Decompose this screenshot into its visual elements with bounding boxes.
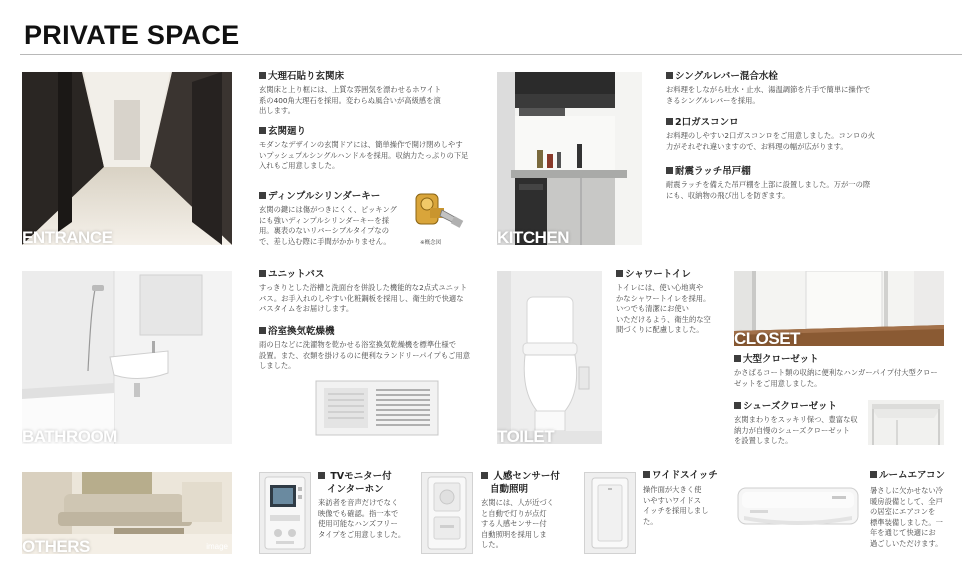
sensor-light-photo	[421, 472, 473, 554]
feature-desc-bath-dryer: 雨の日などに洗濯物を乾かせる浴室換気乾燥機を標準仕様で 設置。また、衣類を掛けるのに便利なランドリーパイプもご用意 しました。	[259, 340, 471, 371]
feature-desc-unit-bath: すっきりとした浴槽と洗面台を併設した機能的な2点式ユニット バス。お手入れのしやすい化粧鋼板を採用し、衛生的で快適な バスタイムをお届けします。	[259, 283, 468, 314]
section-label-bathroom: BATHROOM	[22, 427, 117, 444]
bathroom-illustration	[22, 271, 232, 444]
air-conditioner-icon	[736, 482, 860, 534]
section-label-others: OTHERS	[22, 537, 90, 554]
feature-title-tv-intercom: TVモニター付	[318, 470, 392, 483]
intercom-icon	[260, 473, 310, 553]
feature-title-quake-latch: 耐震ラッチ吊戸棚	[666, 166, 751, 178]
feature-title-aircon: ルームエアコン	[870, 470, 945, 482]
entrance-illustration	[22, 72, 232, 245]
others-photo	[22, 472, 232, 554]
image-tag: image	[206, 542, 228, 551]
feature-title-entrance-frame: 玄関廻り	[259, 126, 306, 138]
feature-desc-gas-stove: お料理のしやすい2口ガスコンロをご用意しました。コンロの火 力がそれぞれ違いますので、お料理の幅が広がります。	[666, 131, 875, 151]
kitchen-illustration	[497, 72, 642, 245]
feature-title-faucet: シングルレバー混合水栓	[666, 71, 778, 83]
feature-desc-dimple-key: 玄関の鍵には傷がつきにくく、ピッキング にも強いディンプルシリンダーキーを採 用。裏表のないリバーシブルタイプなの で、差し込む際に手間がかかりません。	[259, 205, 397, 246]
section-label-kitchen: KITCHEN	[497, 228, 570, 245]
feature-desc-large-closet: かさばるコート類の収納に便利なハンガーパイプ付大型クロー ゼットをご用意しました。	[734, 368, 938, 388]
entrance-photo	[22, 72, 232, 245]
feature-desc-faucet: お料理をしながら吐水・止水、湯温調節を片手で簡単に操作で きるシングルレバーを採用。	[666, 85, 871, 105]
feature-title-bath-dryer: 浴室換気乾燥機	[259, 326, 335, 338]
key-cylinder-icon	[412, 188, 466, 240]
bath-dryer-photo	[310, 378, 444, 441]
section-label-closet: CLOSET	[734, 329, 800, 346]
feature-title-tv-intercom-line2: インターホン	[327, 484, 384, 495]
wall-switch-icon	[585, 473, 635, 553]
feature-desc-marble-floor: 玄関床と上り框には、上質な雰囲気を漂わせるホワイト 系の400角大理石を採用。変わらぬ風合いが高級感を演 出します。	[259, 85, 442, 116]
closet-photo	[734, 271, 944, 346]
feature-desc-entrance-frame: モダンなデザインの玄関ドアには、簡単操作で開け閉めしやす いプッシュプルシングルハンドルを採用。収納力たっぷりの下足 入れもご用意しました。	[259, 140, 469, 171]
feature-title-shoe-closet: シューズクローゼット	[734, 401, 837, 413]
shoe-shelf-icon	[868, 400, 944, 445]
toilet-illustration	[497, 271, 602, 444]
feature-desc-shower-toilet: トイレには、使い心地爽や かなシャワートイレを採用。 いつでも清潔にお使い いただけるよう、衛生的な空 間づくりに配慮しました。	[616, 283, 711, 335]
feature-title-marble-floor: 大理石貼り玄関床	[259, 71, 344, 83]
aircon-photo	[736, 482, 860, 534]
feature-desc-aircon: 暑さしに欠かせない冷 暖房設備として、全戸 の居室にエアコンを 標準装備しました。一 年を通じて快適にお 過ごしいただけます。	[870, 486, 943, 548]
feature-desc-tv-intercom: 来訪者を音声だけでなく 映像でも確認。指一本で 使用可能なハンズフリー タイプをご用意しました。	[318, 498, 406, 539]
feature-title-large-closet: 大型クローゼット	[734, 354, 819, 366]
toilet-photo	[497, 271, 602, 444]
shoe-closet-photo	[868, 400, 944, 445]
page-title: PRIVATE SPACE	[24, 20, 240, 50]
feature-title-shower-toilet: シャワートイレ	[616, 269, 691, 281]
feature-title-gas-stove: 2口ガスコンロ	[666, 117, 739, 129]
title-divider	[20, 54, 962, 55]
ventilation-unit-icon	[310, 378, 444, 441]
feature-title-sensor-light: 人感センサー付	[481, 470, 560, 483]
feature-title-wide-switch: ワイドスイッチ	[643, 470, 718, 482]
dimple-key-caption: ※概念図	[420, 240, 442, 246]
section-label-entrance: ENTRANCE	[22, 228, 113, 245]
feature-desc-sensor-light: 玄関には、人が近づく と自動で灯りが点灯 する人感センサー付 自動照明を採用しま した。	[481, 498, 554, 550]
feature-title-unit-bath: ユニットバス	[259, 269, 324, 281]
feature-desc-shoe-closet: 玄関まわりをスッキリ保つ、豊富な収 納力が自慢のシューズクローゼット を設置しました。	[734, 415, 858, 446]
feature-desc-quake-latch: 耐震ラッチを備えた吊戸棚を上部に設置しました。万が一の際 にも、収納物の飛び出しを防ぎます。	[666, 180, 871, 200]
kitchen-photo	[497, 72, 642, 245]
motion-sensor-icon	[422, 473, 472, 553]
tv-intercom-photo	[259, 472, 311, 554]
bathroom-photo	[22, 271, 232, 444]
feature-title-sensor-light-line2: 自動照明	[490, 484, 529, 495]
feature-title-dimple-key: ディンプルシリンダーキー	[259, 191, 380, 203]
feature-desc-wide-switch: 操作面が大きく使 いやすいワイドス イッチを採用しまし た。	[643, 485, 709, 526]
section-label-toilet: TOILET	[497, 427, 555, 444]
wide-switch-photo	[584, 472, 636, 554]
dimple-key-illustration	[412, 188, 466, 240]
